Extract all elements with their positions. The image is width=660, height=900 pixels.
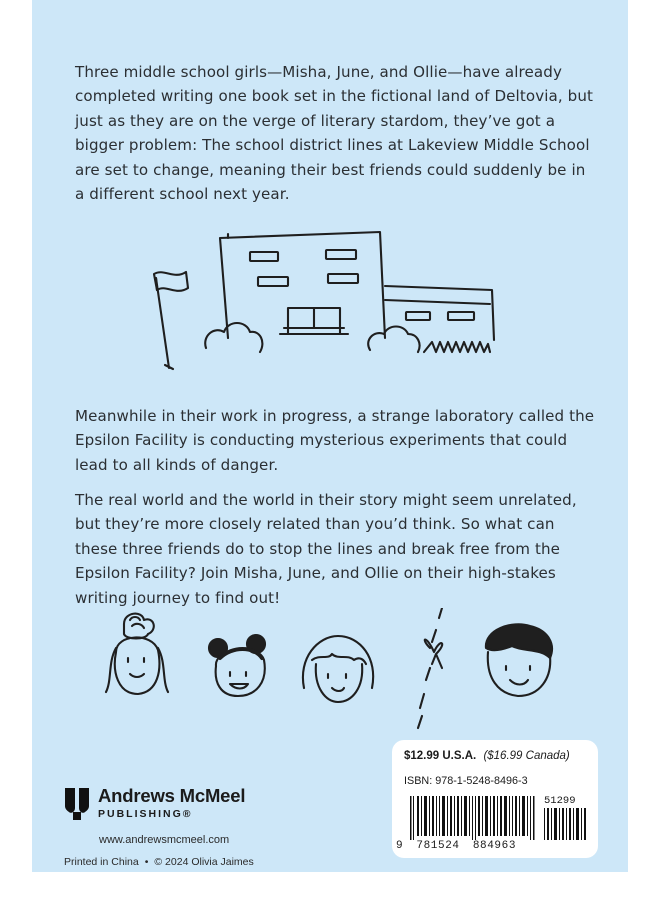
dashed-line-with-bow <box>418 608 442 728</box>
barcode-digit-lead: 9 <box>396 840 404 852</box>
bush-left <box>205 323 262 352</box>
publisher-website: www.andrewsmcmeel.com <box>99 834 230 846</box>
blurb-paragraph-3: The real world and the world in their story might seem unrelated, but they’re more closely related than you’d think. So what can these three friends do to stop the lines and break free from the Epsilon Facility? Join Misha, June, and Ollie on their high-stakes writing journey to find out! <box>75 491 577 607</box>
blurb-paragraph-2: Meanwhile in their work in progress, a strange laboratory called the Epsilon Facility is conducting mysterious experiments that could lead to all kinds of danger. <box>75 407 595 474</box>
character-faces <box>102 608 562 732</box>
barcode-addon-number: 51299 <box>544 795 576 807</box>
school-building-drawing <box>142 228 502 378</box>
copyright: © 2024 Olivia Jaimes <box>154 856 254 868</box>
main-building <box>220 232 385 338</box>
bush-right <box>368 327 419 353</box>
flag <box>154 272 188 291</box>
publisher-logo <box>64 786 245 822</box>
girl-with-bun-face <box>106 614 168 694</box>
printed-in: Printed in China <box>64 856 139 868</box>
faces-drawing <box>102 608 562 732</box>
blurb-paragraph-1: Three middle school girls—Misha, June, and Ollie—have already completed writing one book set in the fictional land of Deltovia, but just as they are on the verge of literary stardom, they’ve got a bigger problem: The school district lines at Lakeview Middle School are set to change, meaning their best friends could suddenly be in a different school next year. <box>75 63 594 204</box>
isbn-number: ISBN: 978-1-5248-8496-3 <box>404 775 528 787</box>
girl-with-bangs-face <box>303 636 373 702</box>
barcode-digits <box>396 840 516 852</box>
barcode-digits-right: 884963 <box>472 840 517 852</box>
price-us: $12.99 U.S.A. <box>404 750 477 762</box>
price-line <box>404 750 570 762</box>
publisher-mark-icon <box>64 786 90 822</box>
boy-with-scribbled-hair-face <box>486 624 552 696</box>
annex-building <box>385 286 494 340</box>
publisher-name: Andrews McMeel <box>98 785 246 806</box>
barcode-icon <box>404 796 590 842</box>
hedge <box>424 342 490 352</box>
flagpole <box>156 278 169 368</box>
price-canada: ($16.99 Canada) <box>483 750 570 762</box>
legal-separator: • <box>144 856 149 868</box>
girl-with-space-buns-face <box>209 635 265 696</box>
back-cover <box>32 0 628 872</box>
publisher-imprint: PUBLISHING® <box>98 808 193 820</box>
school-building-illustration <box>142 228 502 378</box>
legal-line <box>64 856 254 868</box>
barcode-digits-left: 781524 <box>416 840 460 852</box>
price-barcode-box <box>392 740 598 858</box>
